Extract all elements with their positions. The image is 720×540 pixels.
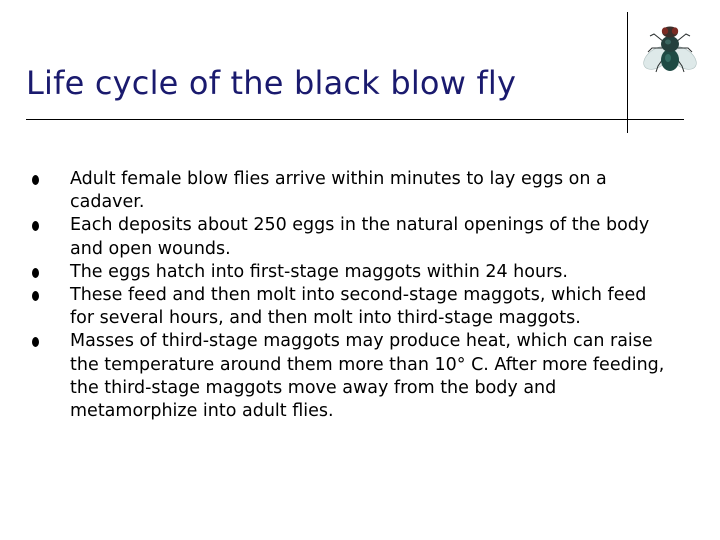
bullet-list <box>32 168 672 423</box>
bullet-dot-icon <box>32 221 39 231</box>
bullet-text: Masses of third-stage maggots may produce heat, which can raise the temperature around them more than 10° C. After more feeding, the third-stage maggots move away from the body and metamorphize into adult flies. <box>70 331 665 422</box>
bullet-dot-icon <box>32 337 39 347</box>
bullet-text: These feed and then molt into second-stage maggots, which feed for several hours, and then molt into third-stage maggots. <box>70 285 647 329</box>
bullet-text: Adult female blow flies arrive within minutes to lay eggs on a cadaver. <box>70 169 607 213</box>
bullet-text: The eggs hatch into first-stage maggots within 24 hours. <box>70 261 568 282</box>
bullet-dot-icon <box>32 175 39 185</box>
slide-title: Life cycle of the black blow fly <box>26 64 517 102</box>
bullet-item <box>32 168 672 214</box>
bullet-dot-icon <box>32 291 39 301</box>
bullet-dot-icon <box>32 268 39 278</box>
blow-fly-image <box>640 16 700 80</box>
title-divider-vertical <box>627 12 628 133</box>
bullet-item <box>32 261 672 284</box>
bullet-item <box>32 214 672 260</box>
title-divider-horizontal <box>26 119 684 120</box>
bullet-text: Each deposits about 250 eggs in the natural openings of the body and open wounds. <box>70 215 650 259</box>
bullet-item <box>32 330 672 423</box>
bullet-item <box>32 284 672 330</box>
